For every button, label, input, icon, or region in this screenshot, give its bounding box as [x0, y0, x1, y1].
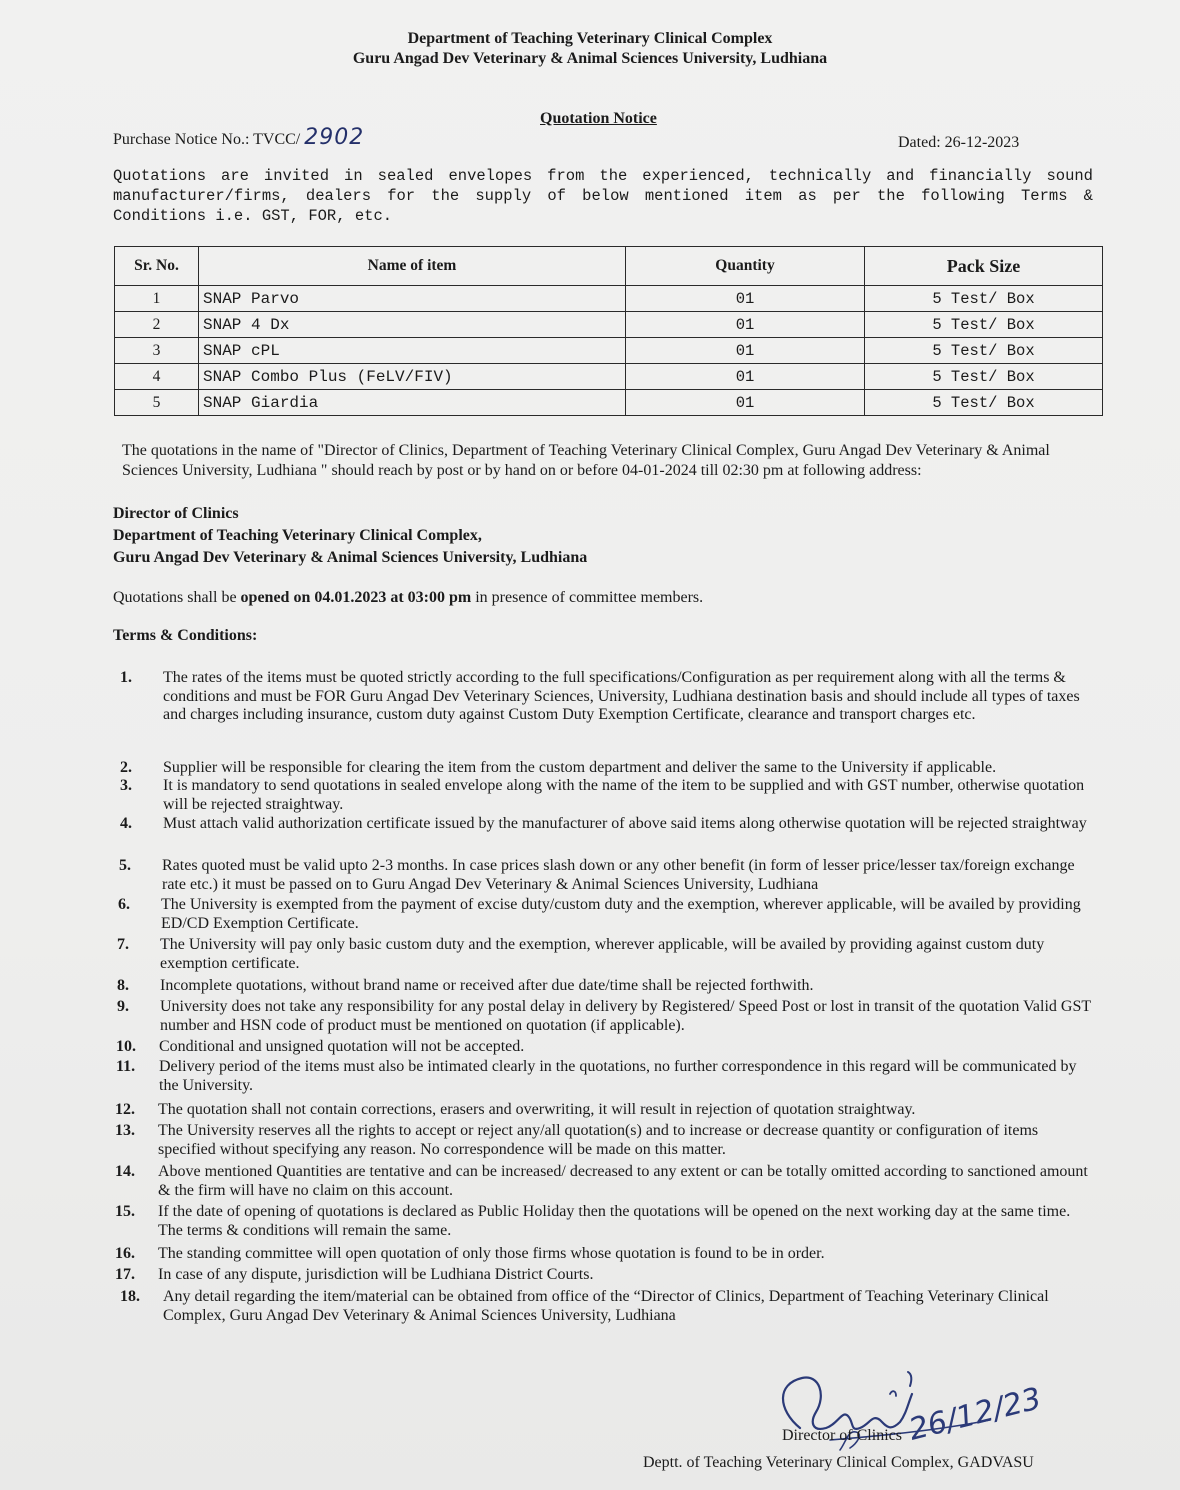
- opening-suffix: in presence of committee members.: [471, 589, 704, 606]
- cell-quantity: 01: [626, 364, 865, 390]
- terms-heading: Terms & Conditions:: [113, 627, 258, 644]
- cell-sr: 3: [115, 338, 199, 364]
- header-department: Department of Teaching Veterinary Clinical Complex: [407, 30, 773, 47]
- opening-prefix: Quotations shall be: [113, 589, 241, 606]
- term-number: 11.: [116, 1058, 136, 1075]
- term-number: 9.: [117, 998, 129, 1015]
- cell-quantity: 01: [626, 390, 865, 416]
- handwritten-date: 26/12/23: [905, 1381, 1045, 1448]
- term-number: 2.: [120, 759, 132, 776]
- term-number: 15.: [115, 1203, 135, 1220]
- term-text: Supplier will be responsible for clearing the item from the custom department and deliver the same to the University if applicable.: [163, 759, 997, 776]
- term-item: [117, 936, 1093, 973]
- term-number: 6.: [118, 896, 130, 913]
- term-number: 1.: [120, 669, 132, 686]
- term-item: [120, 1288, 1093, 1325]
- term-number: 13.: [115, 1122, 135, 1139]
- term-text: Above mentioned Quantities are tentative and can be increased/ decreased to any extent or can be totally omitted according to sanctioned amount & the firm will have no claim on this account.: [158, 1163, 1088, 1199]
- opening-notice: [113, 589, 703, 607]
- term-number: 5.: [119, 857, 131, 874]
- purchase-notice-number: [113, 125, 364, 150]
- term-text: The standing committee will open quotation of only those firms whose quotation is found to be in order.: [158, 1245, 825, 1262]
- header-university: Guru Angad Dev Veterinary & Animal Sciences University, Ludhiana: [352, 50, 828, 67]
- term-text: It is mandatory to send quotations in sealed envelope along with the name of the item to be supplied and with GST number, otherwise quotation will be rejected straightway.: [163, 777, 1085, 813]
- term-text: Must attach valid authorization certificate issued by the manufacturer of above said items along otherwise quotation will be rejected straightway: [163, 815, 1087, 832]
- submission-instructions: The quotations in the name of "Director of Clinics, Department of Teaching Veterinary Clinical Complex, Guru Angad Dev Veterinary & Animal Sciences University, Ludhiana " should reach by post or by hand on or before 04-01-2024 till 02:30 pm at following address:: [122, 442, 1050, 479]
- cell-item-name: SNAP cPL: [199, 338, 626, 364]
- address-line: Department of Teaching Veterinary Clinical Complex,: [113, 527, 482, 544]
- term-text: University does not take any responsibility for any postal delay in delivery by Registered/ Speed Post or lost in transit of the quotation Valid GST number and HSN code of product must be mentioned on quotation (if applicable).: [160, 998, 1091, 1034]
- cell-item-name: SNAP Giardia: [199, 390, 626, 416]
- term-number: 18.: [120, 1288, 140, 1305]
- table-row: [115, 312, 1103, 338]
- term-text: Rates quoted must be valid upto 2-3 months. In case prices slash down or any other benefit (in form of lesser price/lesser tax/foreign exchange rate etc.) it must be passed on to Guru Angad Dev Veterinary & Animal Sciences University, Ludhiana: [162, 857, 1075, 893]
- table-row: [115, 286, 1103, 312]
- term-item: [115, 1101, 1093, 1120]
- term-text: Conditional and unsigned quotation will not be accepted.: [159, 1038, 525, 1055]
- cell-sr: 5: [115, 390, 199, 416]
- term-item: [116, 1038, 1093, 1057]
- term-number: 4.: [120, 815, 132, 832]
- term-item: [115, 1245, 1093, 1264]
- term-item: [120, 777, 1093, 814]
- term-text: The rates of the items must be quoted strictly according to the full specifications/Configuration as per requirement along with all the terms & conditions and must be FOR Guru Angad Dev Veterinary Sciences, University, Ludhiana destination basis and should include all types of taxes and charges including insurance, custom duty against Custom Duty Exemption Certificate, clearance and transport charges etc.: [163, 669, 1080, 723]
- term-text: Incomplete quotations, without brand name or received after due date/time shall be rejected forthwith.: [160, 977, 814, 994]
- address-line: Guru Angad Dev Veterinary & Animal Sciences University, Ludhiana: [113, 549, 588, 566]
- header-name-of-item: Name of item: [199, 247, 626, 286]
- cell-item-name: SNAP Combo Plus (FeLV/FIV): [199, 364, 626, 390]
- header-quantity: Quantity: [626, 247, 865, 286]
- term-item: [115, 1122, 1093, 1159]
- term-text: Delivery period of the items must also be intimated clearly in the quotations, no further correspondence in this regard will be communicated by the University.: [159, 1058, 1077, 1094]
- cell-pack-size: 5 Test/ Box: [865, 390, 1103, 416]
- term-text: The University will pay only basic custom duty and the exemption, wherever applicable, will be availed by providing against custom duty exemption certificate.: [160, 936, 1045, 972]
- term-number: 3.: [120, 777, 132, 794]
- items-table: [114, 246, 1103, 416]
- notice-title: Quotation Notice: [540, 110, 657, 127]
- cell-pack-size: 5 Test/ Box: [865, 286, 1103, 312]
- term-item: [117, 977, 1093, 996]
- header-pack-size: Pack Size: [865, 247, 1103, 286]
- signature-block: [643, 1370, 1080, 1480]
- cell-sr: 4: [115, 364, 199, 390]
- term-number: 10.: [116, 1038, 136, 1055]
- term-text: The University reserves all the rights to accept or reject any/all quotation(s) and to increase or decrease quantity or configuration of items specified without specifying any reason. No correspondence will be made on this matter.: [158, 1122, 1039, 1158]
- cell-pack-size: 5 Test/ Box: [865, 364, 1103, 390]
- table-header-row: [115, 247, 1103, 286]
- term-text: In case of any dispute, jurisdiction will be Ludhiana District Courts.: [158, 1266, 594, 1283]
- notice-date: Dated: 26-12-2023: [898, 134, 1020, 151]
- term-item: [115, 1163, 1093, 1200]
- term-text: Any detail regarding the item/material can be obtained from office of the “Director of Clinics, Department of Teaching Veterinary Clinical Complex, Guru Angad Dev Veterinary & Animal Sciences University, Ludhiana: [163, 1288, 1049, 1324]
- term-number: 14.: [115, 1163, 135, 1180]
- cell-pack-size: 5 Test/ Box: [865, 338, 1103, 364]
- term-text: The quotation shall not contain corrections, erasers and overwriting, it will result in rejection of quotation straightway.: [158, 1101, 916, 1118]
- header-sr-no: Sr. No.: [115, 247, 199, 286]
- term-number: 7.: [117, 936, 129, 953]
- term-item: [115, 1203, 1093, 1240]
- term-text: If the date of opening of quotations is declared as Public Holiday then the quotations will be opened on the next working day at the same time. The terms & conditions will remain the same.: [158, 1203, 1071, 1239]
- term-number: 12.: [115, 1101, 135, 1118]
- cell-item-name: SNAP 4 Dx: [199, 312, 626, 338]
- term-item: [118, 896, 1093, 933]
- purchase-notice-handwritten-number: 2902: [304, 125, 365, 150]
- table-row: [115, 338, 1103, 364]
- purchase-notice-label: Purchase Notice No.: TVCC/: [113, 131, 301, 148]
- table-row: [115, 390, 1103, 416]
- opening-date-time: opened on 04.01.2023 at 03:00 pm: [240, 589, 472, 606]
- cell-quantity: 01: [626, 312, 865, 338]
- cell-quantity: 01: [626, 338, 865, 364]
- table-row: [115, 364, 1103, 390]
- cell-quantity: 01: [626, 286, 865, 312]
- term-item: [120, 815, 1093, 834]
- intro-paragraph: Quotations are invited in sealed envelopes from the experienced, technically and financially sound manufacturer/firms, dealers for the supply of below mentioned item as per the following Terms & Conditions i.e. GST, FOR, etc.: [113, 167, 1093, 225]
- signatory-department: Deptt. of Teaching Veterinary Clinical Complex, GADVASU: [643, 1454, 1034, 1471]
- cell-sr: 1: [115, 286, 199, 312]
- signatory-title: Director of Clinics: [782, 1427, 902, 1444]
- term-item: [115, 1266, 1093, 1285]
- term-item: [120, 669, 1093, 725]
- term-item: [116, 1058, 1093, 1095]
- term-text: The University is exempted from the payment of excise duty/custom duty and the exemption, wherever applicable, will be availed by providing ED/CD Exemption Certificate.: [161, 896, 1081, 932]
- cell-item-name: SNAP Parvo: [199, 286, 626, 312]
- term-number: 16.: [115, 1245, 135, 1262]
- term-item: [120, 759, 1093, 778]
- submission-address: [113, 503, 587, 569]
- term-number: 8.: [117, 977, 129, 994]
- cell-sr: 2: [115, 312, 199, 338]
- term-item: [119, 857, 1093, 894]
- cell-pack-size: 5 Test/ Box: [865, 312, 1103, 338]
- term-number: 17.: [115, 1266, 135, 1283]
- address-line: Director of Clinics: [113, 505, 239, 522]
- term-item: [117, 998, 1093, 1035]
